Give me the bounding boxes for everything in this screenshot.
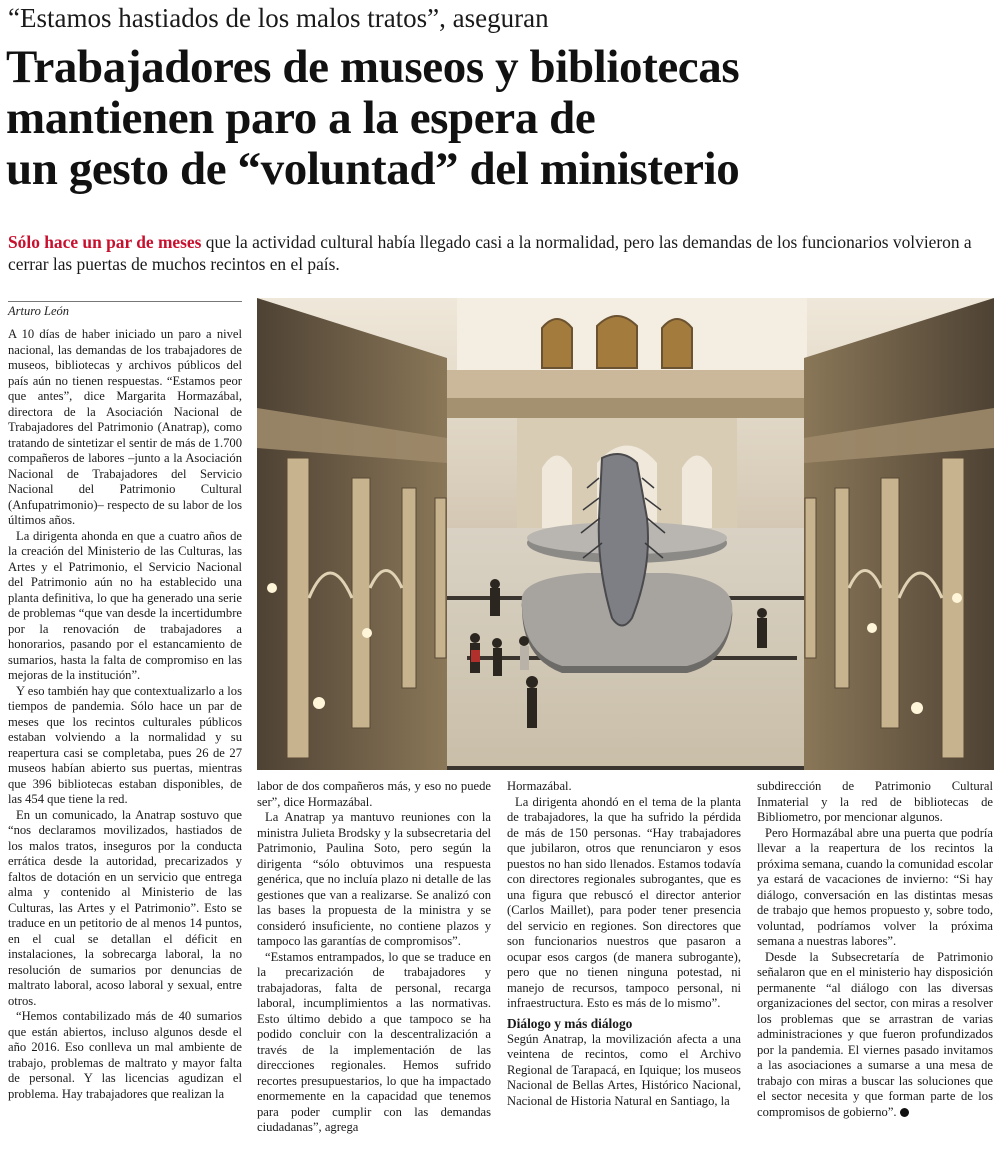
lead-highlight: Sólo hace un par de meses [8,232,202,252]
article-column-2 [257,779,491,1163]
paragraph [757,950,993,1121]
byline: Arturo León [8,304,69,318]
subheading: Diálogo y más diálogo [507,1015,633,1031]
paragraph: labor de dos compañeros más, y eso no puede ser”, dice Hormazábal. [257,779,491,809]
paragraph: Según Anatrap, la movilización afecta a una veintena de recintos, como el Archivo Regional de Tarapacá, en Iquique; los museos Nacional de Bellas Artes, Histórico Nacional, Nacional de Historia Natural en Santiago, la [507,1031,741,1108]
kicker: “Estamos hastiados de los malos tratos”, aseguran [8,3,549,33]
headline [6,42,994,195]
paragraph: La Anatrap ya mantuvo reuniones con la ministra Julieta Brodsky y la subsecretaria del Patrimonio, Paulina Soto, pero según la dirigenta “sólo obtuvimos una respuesta genérica, que no incluía plazo ni detalle de las gestiones que van a realizarse. Se analizó con las bases la propuesta de la ministra y se consideró insuficiente, no contiene plazos y tampoco las garantías de compromisos”. [257,810,491,948]
museum-hall-illustration [257,298,994,770]
paragraph: La dirigenta ahonda en que a cuatro años de la creación del Ministerio de las Culturas, las Artes y el Patrimonio, el Servicio Nacional del Patrimonio aún no ha establecido una planta definitiva, lo que ha generado una serie de problemas “que van desde la incertidumbre por la renovación de trabajadores a honorarios, pasando por el estancamiento de sumarios, hasta la falta de compromiso en las mejoras de la institución”. [8,528,242,682]
lead-text: que la actividad cultural había llegado casi a la normalidad, pero las demandas de los funcionarios volvieron a cerrar las puertas de muchos recintos en el país. [8,232,972,274]
headline-line: un gesto de “voluntad” del ministerio [6,143,740,195]
article-column-4 [757,779,993,1163]
museum-hall-photo [257,298,994,770]
end-mark-icon [900,1108,909,1117]
paragraph: La dirigenta ahondó en el tema de la planta de trabajadores, la que ha sufrido la pérdida de más de 150 personas. “Hay trabajadores que jubilaron, otros que renunciaron y esos puestos no han sido llenados. Estamos todavía con directores regionales subrogantes, que es una figura que rebuscó el director anterior (Carlos Maillet), para poder tener presencia del servicio en regiones. Son directores que son funcionarios nuestros que pasaron a ocupar esos cargos (de manera subrogante), pero que no tienen ninguna potestad, ni manejo de recursos, tampoco personal, ni infraestructura. Esto es más de lo mismo”. [507,794,741,1010]
paragraph: Hormazábal. [507,779,572,793]
paragraph: Pero Hormazábal abre una puerta que podría llevar a la reapertura de los recintos la próxima semana, cuando la comunidad escolar ya estará de vacaciones de invierno: “Si hay diálogo, conversación en las distintas mesas de trabajo que hemos propuesto y, sobre todo, voluntad, podríamos volver la próxima semana a nuestras labores”. [757,825,993,948]
paragraph: subdirección de Patrimonio Cultural Inmaterial y la red de bibliotecas de Bibliometro, por mencionar algunos. [757,779,993,824]
lead-paragraph [8,231,994,275]
article-column-3 [507,779,741,1163]
byline-rule [8,301,242,302]
paragraph: En un comunicado, la Anatrap sostuvo que “nos declaramos movilizados, hastiados de los malos tratos, inseguros por la conducta errática desde la autoridad, precarizados y faltos de dotación en un servicio que entrega alma y contenido al Ministerio de las Culturas, las Artes y el Patrimonio”. Esto se traduce en un petitorio de al menos 14 puntos, en el cual se detallan el déficit en instalaciones, la sobrecarga laboral, la no resolución de sumarios por denuncias de maltrato laboral, acoso laboral y sexual, entre otros. [8,807,242,1008]
paragraph-text: Desde la Subsecretaría de Patrimonio señalaron que en el ministerio hay disposición permanente “al diálogo con las diversas organizaciones del sector, con miras a resolver los problemas que se arrastran de varias administraciones y que fueron profundizados por la pandemia. El viernes pasado invitamos a las asociaciones a sumarse a una mesa de trabajo con miras a buscar las soluciones que el sector necesita y que forman parte de los compromisos de gobierno”. [757,949,993,1119]
headline-line: mantienen paro a la espera de [6,92,596,144]
article-column-1 [8,327,242,1163]
paragraph: Y eso también hay que contextualizarlo a los tiempos de pandemia. Sólo hace un par de meses que los recintos culturales públicos estaban volviendo a la normalidad y su reapertura casi se completaba, pues 26 de 27 museos habían abierto sus puertas, mientras que 396 bibliotecas estaban disponibles, de las 454 que tiene la red. [8,683,242,806]
paragraph: “Hemos contabilizado más de 40 sumarios que están abiertos, incluso algunos desde el año 2016. Eso conlleva un mal ambiente de trabajo, problemas de maltrato y mayor falta de personal. Y las licencias agudizan el problema. Hay trabajadores que realizan la [8,1009,242,1101]
headline-line: Trabajadores de museos y bibliotecas [6,41,740,93]
paragraph: A 10 días de haber iniciado un paro a nivel nacional, las demandas de los trabajadores de museos, bibliotecas y archivos públicos del país aún no tienen respuestas. “Estamos peor que antes”, dice Margarita Hormazábal, directora de la Asociación Nacional de Trabajadores del Patrimonio (Anatrap), como tratando de sintetizar el sentir de más de 1.700 compañeros de labores –junto a la Asociación Nacional de Trabajadores del Servicio Nacional del Patrimonio Cultural (Anfupatrimonio)– respecto de su labor de los últimos años. [8,327,242,527]
paragraph: “Estamos entrampados, lo que se traduce en la precarización de trabajadores y trabajadoras, falta de personal, recarga laboral, incumplimientos a las normativas. Esto último debido a que tampoco se ha podido concluir con la descentralización a través de la implementación de las direcciones regionales. Hemos sufrido recortes presupuestarios, lo que ha impactado enormemente en la capacidad que tenemos para poder cumplir con las demandas ciudadanas”, agrega [257,949,491,1134]
